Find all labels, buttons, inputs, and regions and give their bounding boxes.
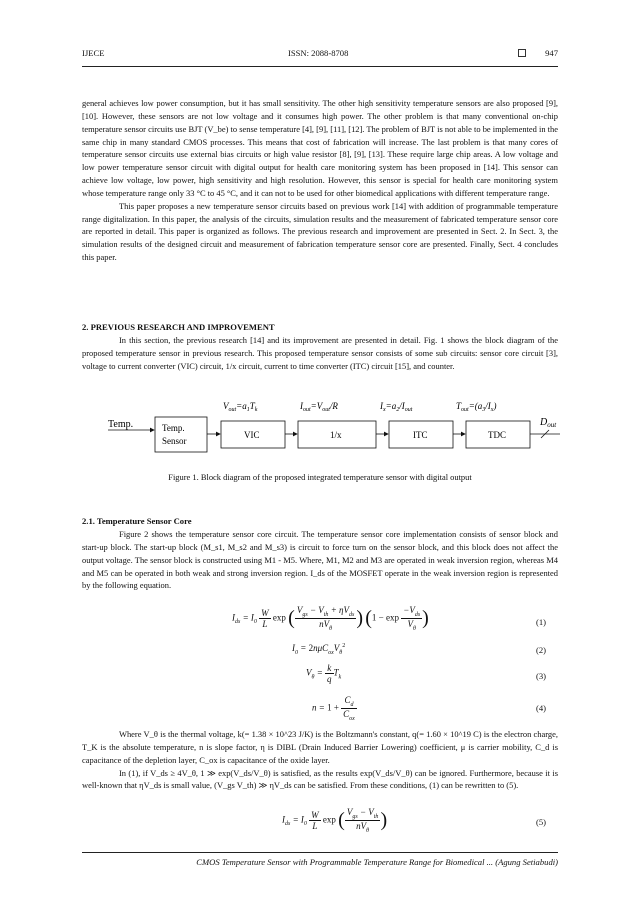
svg-text:TDC: TDC: [488, 430, 506, 440]
body-text-top: [82, 97, 558, 264]
label-vout: $V_{out}=a_1T_k$: [223, 401, 258, 413]
footer-text: CMOS Temperature Sensor with Programmable Temperature Range for Biomedical ... (Agung Setiabudi): [196, 857, 558, 867]
header-rule: [82, 66, 558, 67]
journal-name: IJECE: [82, 48, 105, 58]
input-label: Temp.: [108, 419, 134, 430]
equation-number-5: (5): [536, 817, 547, 827]
equation-5: $I_{ds} = I_0$ $\frac{W}{L}$ exp ( $\frac{V_{gs} - V_{th}}{nV_\theta}$ ): [282, 807, 388, 834]
paragraph-1: general achieves low power consumption, but it has small sensitivity. The other high sensitivity temperature sensors are also proposed [9], [10]. However, these sensors are not low voltage and it consumes high power. The other problem is that many conventional on-chip temperature sensor circuits use BJT (V_be) to sense temperature [4], [9], [11], [12]. The problem of BJT is not able to be implemented in the same chip in many standard CMOS processes. This means that cost of fabrication will increase. The last problem is that many cores of temperature sensor circuits use external bias circuits or high value resistor [8], [9], [13]. These require large chip areas. A low voltage and low power temperature sensor circuit with digital output for health care monitoring system has been proposed in [14]. This sensor can achieve low voltage, low power, high sensitivity and high resolution. However, this sensor is special for health care monitoring system whose temperature range only 33 °C to 45 °C, and it can not to be used for other biomedical applications with different temperature range.: [82, 98, 558, 198]
paragraph-5: Where V_θ is the thermal voltage, k(= 1.38 × 10^23 J/K) is the Boltzmann's constant, q(= 1.60 × 10^19 C) is the electron charge, T_K is the absolute temperature, n is slope factor, η is DIBL (Drain Induced Barrier Lowering) coefficient, μ is carrier mobility, C_d is capacitance of the depletion layer, C_ox is capacitance of the oxide layer.: [82, 729, 558, 765]
body-text-defs: [82, 728, 558, 792]
equation-1: $I_{ds} = I_0$ $\frac{W}{L}$ exp ( $\frac{V_{gs} - V_{th} + \eta V_{ds}}{nV_\theta}$ ) (1 − exp $\frac{-V_{ds}}{V_\theta}$ ): [232, 605, 429, 632]
equation-number-3: (3): [536, 671, 547, 681]
label-iout: $I_{out}=V_{out}/R$: [300, 401, 338, 413]
svg-text:VIC: VIC: [244, 430, 260, 440]
page-header: [82, 48, 558, 62]
square-icon: [518, 49, 526, 57]
section-heading-2-1: 2.1. Temperature Sensor Core: [82, 516, 192, 526]
issn: ISSN: 2088-8708: [288, 48, 349, 58]
label-ix: $I_x=a_2/I_{out}$: [380, 401, 413, 413]
footer-rule: [82, 852, 558, 853]
svg-text:Temp.: Temp.: [162, 423, 185, 433]
svg-text:1/x: 1/x: [330, 430, 342, 440]
equation-number-2: (2): [536, 645, 547, 655]
equation-number-4: (4): [536, 703, 547, 713]
figure-caption: Figure 1. Block diagram of the proposed integrated temperature sensor with digital output: [168, 472, 472, 482]
section-heading-2: 2. PREVIOUS RESEARCH AND IMPROVEMENT: [82, 322, 275, 332]
label-tout: $T_{out}=(a_3/I_x)$: [456, 401, 497, 413]
body-text-section2: [82, 334, 558, 373]
paragraph-3: In this section, the previous research [14] and its improvement are presented in detail. Fig. 1 shows the block diagram of the proposed temperature sensor in previous research. This proposed temperature sensor consists of some sub circuits: sensor core circuit [3], voltage to current converter (VIC) circuit, 1/x circuit, current to time converter (ITC) circuit [15], and counter.: [82, 335, 558, 371]
equation-4: n = 1 + $\frac{C_d}{C_{ox}}$: [312, 695, 355, 722]
svg-text:Sensor: Sensor: [162, 436, 187, 446]
output-label: $D_{out}$: [540, 417, 557, 429]
body-text-core: [82, 528, 558, 592]
paragraph-4: Figure 2 shows the temperature sensor core circuit. The temperature sensor core implementation consists of sensor block and start-up block. The start-up block (M_s1, M_s2 and M_s3) is circuit to force turn on the sensor block, and this block does not affect the output voltage. The sensor block is constructed using M1 - M5. Where, M1, M2 and M3 are operated in weak inversion region, whereas M4 and M5 can be operated in both weak and strong inversion region. I_ds of the MOSFET operate in the weak inversion region is represented by the following equation.: [82, 529, 558, 591]
equation-3: $V_\theta$ = $\frac{k}{q}$ $T_k$: [306, 663, 342, 684]
paragraph-2: This paper proposes a new temperature sensor circuits based on previous work [14] with addition of programmable temperature range digitalization. In this paper, the analysis of the circuits, simulation results and the measurement of fabricated temperature sensor core are reported in detail. This paper is organized as follows. The previous research and improvement are presented in Sect. 2. In Sect. 3, the simulation results of the designed circuit and measurement of fabrication temperature sensor core are presented. Finally, Sect. 4 concludes this paper.: [82, 200, 558, 263]
svg-text:ITC: ITC: [413, 430, 428, 440]
equation-2: $I_0 = 2n\mu C_{ox}V_\theta^2$: [292, 643, 346, 656]
equation-number-1: (1): [536, 617, 547, 627]
page-number: 947: [545, 48, 558, 58]
paragraph-6: In (1), if V_ds ≥ 4V_θ, 1 ≫ exp(V_ds/V_θ) is satisfied, as the results exp(V_ds/V_θ) can be ignored. Furthermore, because it is well-known that ηV_ds is small value, (V_gs V_th) ≫ ηV_ds can be satisfied. From these conditions, (1) can be rewritten to (5).: [82, 767, 558, 791]
block-diagram: [100, 398, 570, 466]
